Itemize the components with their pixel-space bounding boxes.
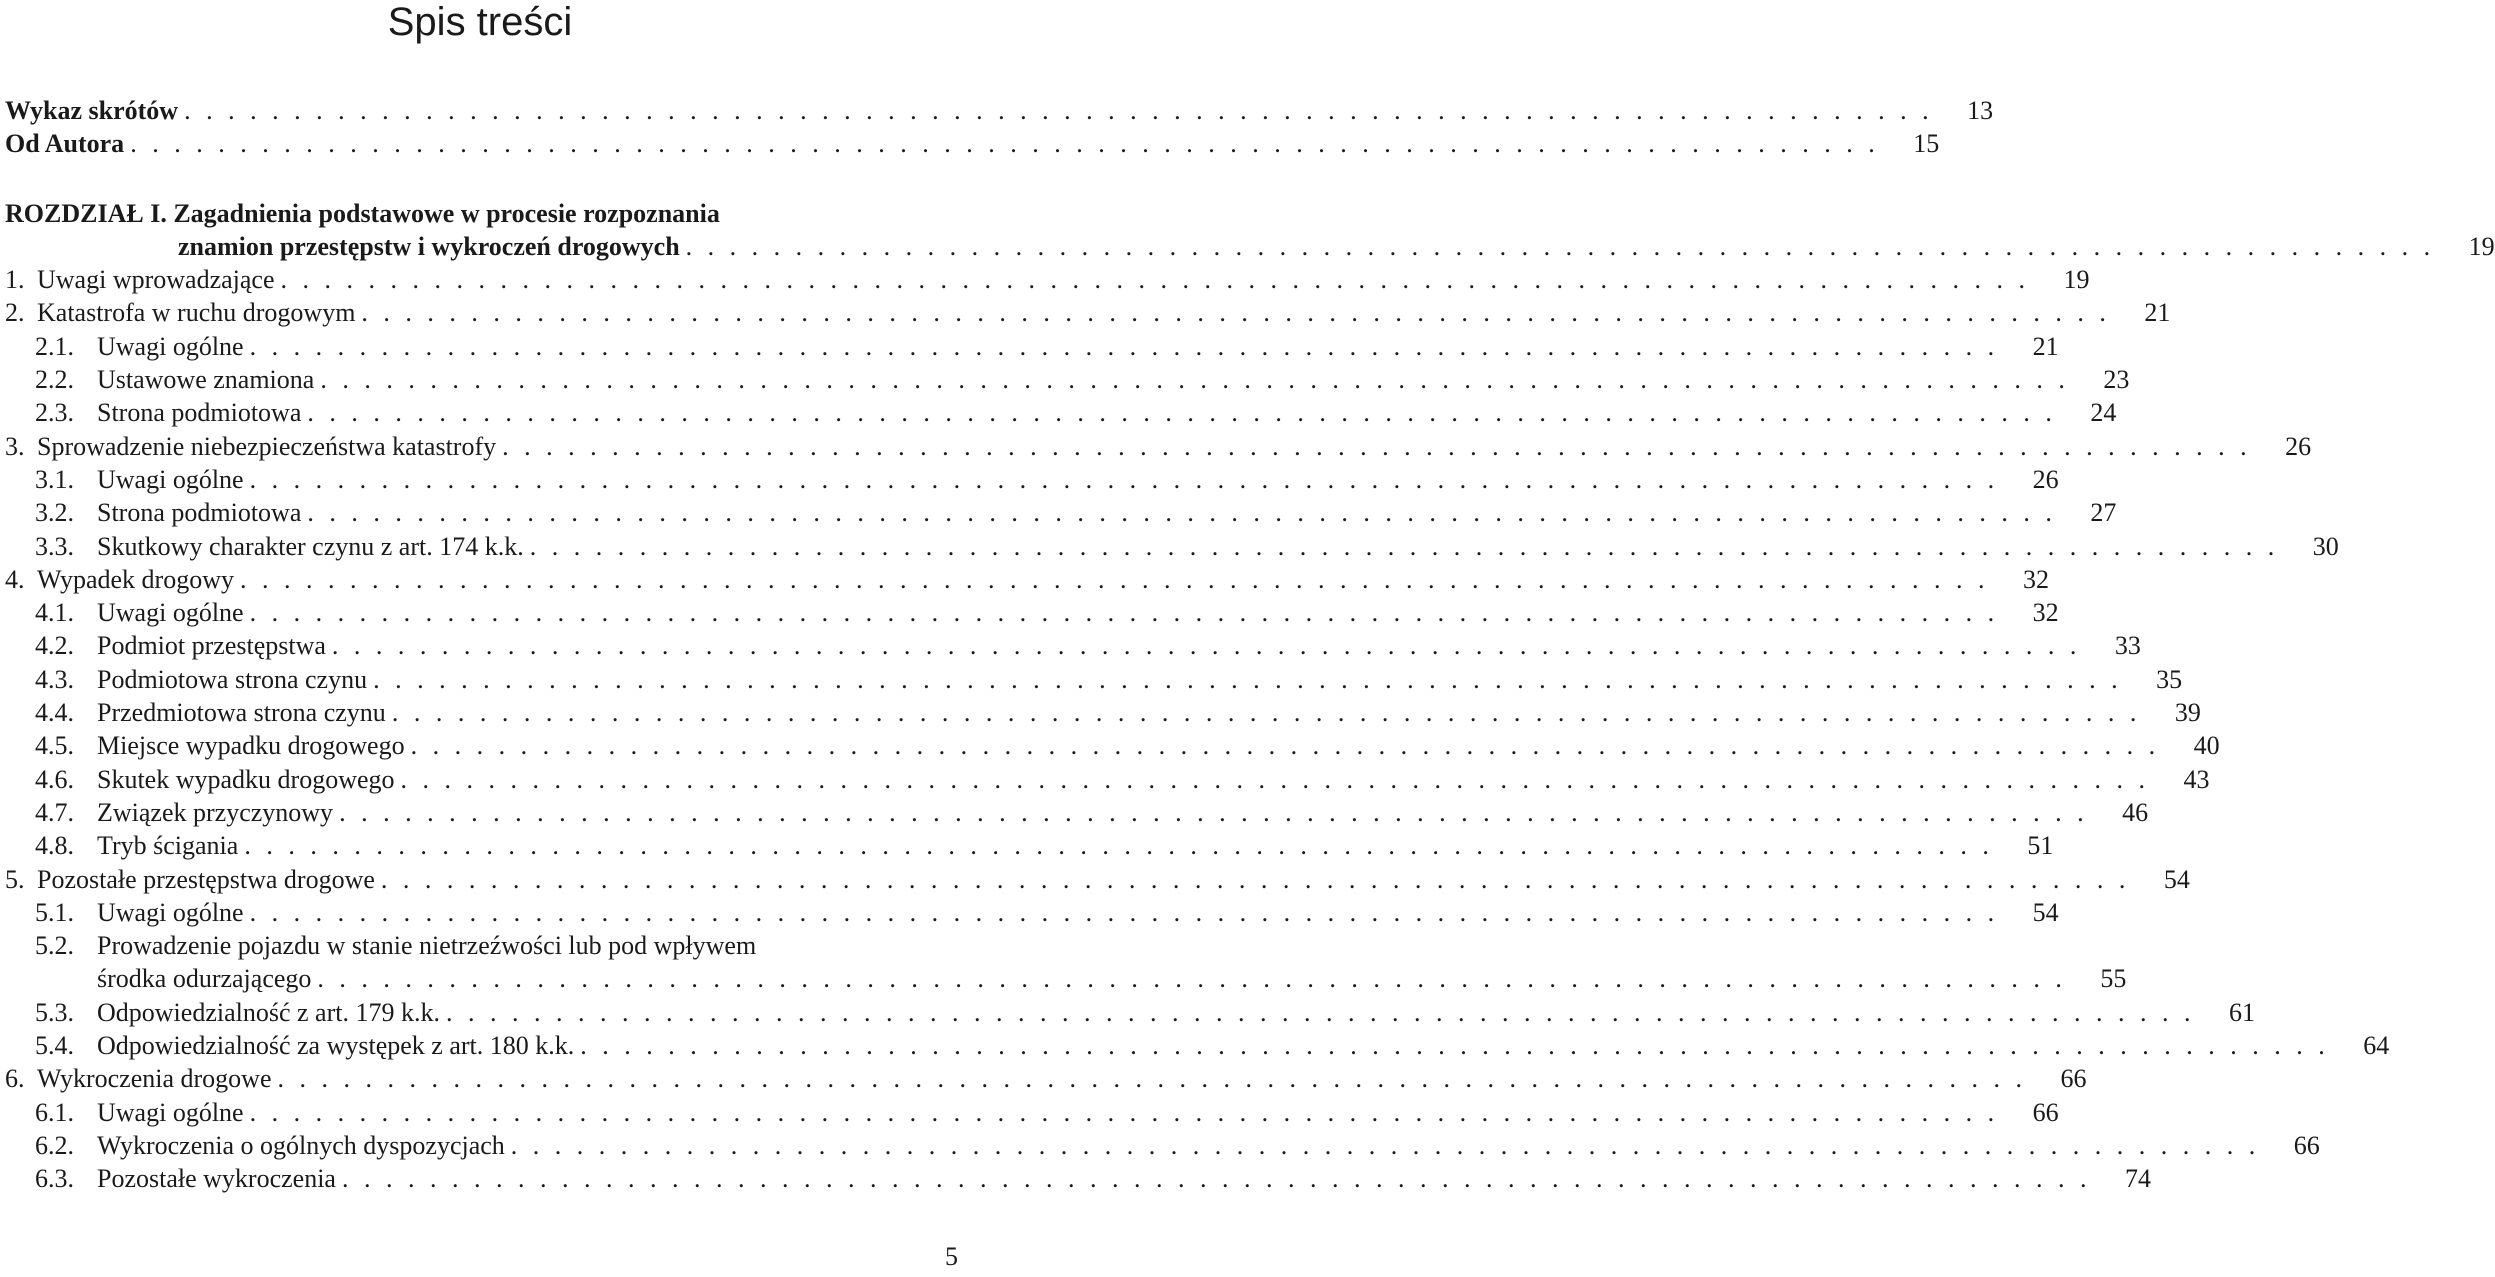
toc-entry-title-continued: znamion przestępstw i wykroczeń drogowych [178, 231, 680, 261]
toc-entry-title: Związek przyczynowy [97, 797, 334, 827]
toc-entry-page: 27 [2090, 498, 2117, 528]
toc-entry-title: Katastrofa w ruchu drogowym [37, 298, 356, 328]
toc-entry-page: 32 [2023, 564, 2049, 594]
toc-entry-number: 4.6. [35, 764, 74, 794]
toc-entry[interactable] [5, 296, 2171, 329]
toc-entry-number: 3.1. [35, 464, 74, 494]
toc-entry[interactable] [5, 197, 2495, 264]
toc-entry[interactable] [5, 363, 2130, 396]
toc-entry[interactable] [5, 829, 2054, 862]
toc-entry-number: 3. [5, 431, 25, 461]
dot-leader: . . . . . . . . . . . . . . . . . . . . . . . . . . . . . . . . . . . . . . . . . . . . . . . . . . . . . . . . . . . . . . . . . . . . . . . . . . . . . . . . [320, 365, 2070, 395]
toc-entry-title: Przedmiotowa strona czynu [97, 698, 386, 728]
toc-entry-title: Wykaz skrótów [5, 96, 179, 125]
toc-entry-title: Uwagi ogólne [97, 1097, 244, 1127]
toc-entry[interactable] [5, 1162, 2151, 1195]
dot-leader: . . . . . . . . . . . . . . . . . . . . . . . . . . . . . . . . . . . . . . . . . . . . . . . . . . . . . . . . . . . . . . . . . . . . . . . . . . . . . . . . [249, 897, 1999, 927]
toc-entry-number: 4. [5, 564, 25, 594]
toc-entry-title: Sprowadzenie niebezpieczeństwa katastrofy [37, 431, 497, 461]
toc-entry[interactable] [5, 530, 2339, 563]
toc-entry[interactable] [5, 596, 2059, 629]
toc-entry-page: 46 [2122, 797, 2149, 827]
dot-leader: . . . . . . . . . . . . . . . . . . . . . . . . . . . . . . . . . . . . . . . . . . . . . . . . . . . . . . . . . . . . . . . . . . . . . . . . . . . . . . . . [184, 96, 1934, 125]
toc-entry-number: 5.1. [35, 897, 74, 927]
toc-entry-number: 6.1. [35, 1097, 74, 1127]
toc-entry-number: 2. [5, 298, 25, 328]
toc-entry[interactable] [5, 263, 2090, 296]
toc-entry-number: 4.8. [35, 831, 74, 861]
dot-leader: . . . . . . . . . . . . . . . . . . . . . . . . . . . . . . . . . . . . . . . . . . . . . . . . . . . . . . . . . . . . . . . . . . . . . . . . . . . . . . . . [373, 664, 2123, 694]
toc-entry-page: 24 [2090, 398, 2117, 428]
toc-entry[interactable] [5, 996, 2255, 1029]
toc-entry-page: 26 [2285, 431, 2312, 461]
toc-entry-title: Skutek wypadku drogowego [97, 764, 395, 794]
toc-entry[interactable] [5, 563, 2049, 596]
dot-leader: . . . . . . . . . . . . . . . . . . . . . . . . . . . . . . . . . . . . . . . . . . . . . . . . . . . . . . . . . . . . . . . . . . . . . . . . . . . . . . . . [249, 331, 1999, 361]
dot-leader: . . . . . . . . . . . . . . . . . . . . . . . . . . . . . . . . . . . . . . . . . . . . . . . . . . . . . . . . . . . . . . . . . . . . . . . . . . . . . . . . [307, 498, 2057, 528]
toc-entry-number: 4.1. [35, 598, 74, 628]
dot-leader: . . . . . . . . . . . . . . . . . . . . . . . . . . . . . . . . . . . . . . . . . . . . . . . . . . . . . . . . . . . . . . . . . . . . . . . . . . . . . . . . [502, 431, 2252, 461]
dot-leader: . . . . . . . . . . . . . . . . . . . . . . . . . . . . . . . . . . . . . . . . . . . . . . . . . . . . . . . . . . . . . . . . . . . . . . . . . . . . . . . . [240, 564, 1989, 594]
toc-entry-title: Wykroczenia drogowe [37, 1064, 272, 1094]
toc-entry-page: 64 [2363, 1031, 2390, 1061]
toc-entry-title: Ustawowe znamiona [97, 365, 315, 395]
dot-leader: . . . . . . . . . . . . . . . . . . . . . . . . . . . . . . . . . . . . . . . . . . . . . . . . . . . . . . . . . . . . . . . . . . . . . . . . . . . . . . . . [331, 631, 2081, 661]
toc-entry-number: 4.2. [35, 631, 74, 661]
dot-leader: . . . . . . . . . . . . . . . . . . . . . . . . . . . . . . . . . . . . . . . . . . . . . . . . . . . . . . . . . . . . . . . . . . . . . . . . . . . . . . . . [249, 464, 1999, 494]
toc-entry-title: Odpowiedzialność za występek z art. 180 k.k. [97, 1031, 575, 1061]
dot-leader: . . . . . . . . . . . . . . . . . . . . . . . . . . . . . . . . . . . . . . . . . . . . . . . . . . . . . . . . . . . . . . . . . . . . . . . . . . . . . . . . [380, 864, 2130, 894]
toc-entry-page: 66 [2060, 1064, 2087, 1094]
toc-entry-number: 1. [5, 265, 25, 295]
toc-entry-page: 19 [2063, 265, 2090, 295]
toc-entry-title: ROZDZIAŁ I. Zagadnienia podstawowe w procesie rozpoznania [5, 198, 720, 228]
toc-entry-number: 5. [5, 864, 25, 894]
toc-entry-title: Prowadzenie pojazdu w stanie nietrzeźwości lub pod wpływem [97, 931, 757, 961]
toc-entry-page: 26 [2032, 464, 2059, 494]
toc-entry-title: Uwagi ogólne [97, 598, 244, 628]
toc-entry-page: 32 [2032, 598, 2059, 628]
toc-entry-title: Pozostałe wykroczenia [97, 1164, 336, 1194]
toc-entry-number: 5.4. [35, 1031, 74, 1061]
toc-entry-page: 66 [2032, 1097, 2059, 1127]
dot-leader: . . . . . . . . . . . . . . . . . . . . . . . . . . . . . . . . . . . . . . . . . . . . . . . . . . . . . . . . . . . . . . . . . . . . . . . . . . . . . . . . [529, 531, 2279, 561]
dot-leader: . . . . . . . . . . . . . . . . . . . . . . . . . . . . . . . . . . . . . . . . . . . . . . . . . . . . . . . . . . . . . . . . . . . . . . . . . . . . . . . . [280, 265, 2030, 295]
toc-entry-number: 2.1. [35, 331, 74, 361]
toc-entry[interactable] [5, 729, 2220, 762]
dot-leader: . . . . . . . . . . . . . . . . . . . . . . . . . . . . . . . . . . . . . . . . . . . . . . . . . . . . . . . . . . . . . . . . . . . . . . . . . . . . . . . . [510, 1130, 2260, 1160]
toc-entry-number: 3.2. [35, 498, 74, 528]
toc-entry-page: 54 [2163, 864, 2190, 894]
toc-entry-title: Uwagi ogólne [97, 897, 244, 927]
toc-entry-page: 13 [1967, 96, 1994, 125]
toc-entry[interactable] [5, 396, 2117, 429]
dot-leader: . . . . . . . . . . . . . . . . . . . . . . . . . . . . . . . . . . . . . . . . . . . . . . . . . . . . . . . . . . . . . . . . . . . . . . . . . . . . . . . . [244, 831, 1994, 861]
toc-entry-title: Strona podmiotowa [97, 398, 302, 428]
dot-leader: . . . . . . . . . . . . . . . . . . . . . . . . . . . . . . . . . . . . . . . . . . . . . . . . . . . . . . . . . . . . . . . . . . . . . . . . . . . . . . . . [580, 1031, 2330, 1061]
toc-entry[interactable] [5, 430, 2312, 463]
toc-entry-number: 4.3. [35, 664, 74, 694]
toc-entry-title: Wypadek drogowy [37, 564, 234, 594]
toc-entry-title: Pozostałe przestępstwa drogowe [37, 864, 375, 894]
toc-entry-page: 33 [2114, 631, 2141, 661]
dot-leader: . . . . . . . . . . . . . . . . . . . . . . . . . . . . . . . . . . . . . . . . . . . . . . . . . . . . . . . . . . . . . . . . . . . . . . . . . . . . . . . . [445, 997, 2195, 1027]
toc-entry-title: Uwagi ogólne [97, 331, 244, 361]
toc-entry[interactable] [5, 1029, 2390, 1062]
dot-leader: . . . . . . . . . . . . . . . . . . . . . . . . . . . . . . . . . . . . . . . . . . . . . . . . . . . . . . . . . . . . . . . . . . . . . . . . . . . . . . . . [339, 797, 2089, 827]
toc-entry-title: Strona podmiotowa [97, 498, 302, 528]
toc-entry-title: Podmiot przestępstwa [97, 631, 326, 661]
toc-entry-title: Miejsce wypadku drogowego [97, 731, 405, 761]
dot-leader: . . . . . . . . . . . . . . . . . . . . . . . . . . . . . . . . . . . . . . . . . . . . . . . . . . . . . . . . . . . . . . . . . . . . . . . . . . . . . . . . [277, 1064, 2027, 1094]
toc-entry[interactable] [5, 1062, 2087, 1095]
page-title: Spis treści [387, 0, 573, 44]
toc-entry-page: 19 [2468, 231, 2495, 261]
toc-entry[interactable] [5, 663, 2183, 696]
dot-leader: . . . . . . . . . . . . . . . . . . . . . . . . . . . . . . . . . . . . . . . . . . . . . . . . . . . . . . . . . . . . . . . . . . . . . . . . . . . . . . . . [400, 764, 2150, 794]
toc-entry-title: Odpowiedzialność z art. 179 k.k. [97, 997, 440, 1027]
toc-entry[interactable] [5, 1129, 2320, 1162]
toc-entry[interactable] [5, 629, 2141, 662]
dot-leader: . . . . . . . . . . . . . . . . . . . . . . . . . . . . . . . . . . . . . . . . . . . . . . . . . . . . . . . . . . . . . . . . . . . . . . . . . . . . . . . . [410, 731, 2160, 761]
toc-entry-number: 6.3. [35, 1164, 74, 1194]
toc-entry-number: 6. [5, 1064, 25, 1094]
toc-entry-page: 66 [2293, 1130, 2320, 1160]
toc-entry[interactable] [5, 94, 1994, 127]
toc-entry-page: 61 [2228, 997, 2255, 1027]
toc-entry[interactable] [5, 127, 1940, 160]
dot-leader: . . . . . . . . . . . . . . . . . . . . . . . . . . . . . . . . . . . . . . . . . . . . . . . . . . . . . . . . . . . . . . . . . . . . . . . . . . . . . . . . [685, 231, 2435, 261]
toc-entry-title: Wykroczenia o ogólnych dyspozycjach [97, 1130, 505, 1160]
dot-leader: . . . . . . . . . . . . . . . . . . . . . . . . . . . . . . . . . . . . . . . . . . . . . . . . . . . . . . . . . . . . . . . . . . . . . . . . . . . . . . . . [317, 964, 2067, 994]
toc-entry-page: 43 [2183, 764, 2210, 794]
toc-entry-page: 39 [2174, 698, 2201, 728]
dot-leader: . . . . . . . . . . . . . . . . . . . . . . . . . . . . . . . . . . . . . . . . . . . . . . . . . . . . . . . . . . . . . . . . . . . . . . . . . . . . . . . . [307, 398, 2057, 428]
toc-entry-number: 3.3. [35, 531, 74, 561]
toc-entry-number: 4.7. [35, 797, 74, 827]
toc-entry[interactable] [5, 463, 2059, 496]
toc-entry-title: Podmiotowa strona czynu [97, 664, 368, 694]
toc-entry-title-continued: środka odurzającego [97, 964, 312, 994]
toc-entry-number: 4.4. [35, 698, 74, 728]
toc-entry[interactable] [5, 896, 2059, 929]
page-number: 5 [945, 1242, 958, 1271]
toc-entry-page: 55 [2100, 964, 2127, 994]
toc-entry-number: 5.3. [35, 997, 74, 1027]
toc-entry-number: 2.2. [35, 365, 74, 395]
toc-entry-page: 21 [2144, 298, 2171, 328]
dot-leader: . . . . . . . . . . . . . . . . . . . . . . . . . . . . . . . . . . . . . . . . . . . . . . . . . . . . . . . . . . . . . . . . . . . . . . . . . . . . . . . . [249, 598, 1999, 628]
toc-entry-number: 6.2. [35, 1130, 74, 1160]
toc-entry[interactable] [5, 763, 2210, 796]
toc-entry[interactable] [5, 1096, 2059, 1129]
dot-leader: . . . . . . . . . . . . . . . . . . . . . . . . . . . . . . . . . . . . . . . . . . . . . . . . . . . . . . . . . . . . . . . . . . . . . . . . . . . . . . . . [341, 1164, 2091, 1194]
dot-leader: . . . . . . . . . . . . . . . . . . . . . . . . . . . . . . . . . . . . . . . . . . . . . . . . . . . . . . . . . . . . . . . . . . . . . . . . . . . . . . . . [391, 698, 2141, 728]
toc-entry-page: 54 [2032, 897, 2059, 927]
toc-entry[interactable] [5, 330, 2059, 363]
toc-entry-page: 51 [2027, 831, 2054, 861]
toc-entry-title: Uwagi wprowadzające [37, 265, 275, 295]
table-of-contents [5, 94, 2495, 1196]
toc-entry[interactable] [5, 929, 2127, 996]
toc-entry[interactable] [5, 496, 2117, 529]
toc-entry-page: 23 [2103, 365, 2130, 395]
dot-leader: . . . . . . . . . . . . . . . . . . . . . . . . . . . . . . . . . . . . . . . . . . . . . . . . . . . . . . . . . . . . . . . . . . . . . . . . . . . . . . . . [361, 298, 2111, 328]
toc-entry-number: 5.2. [35, 931, 74, 961]
toc-entry[interactable] [5, 863, 2190, 896]
toc-entry-number: 4.5. [35, 731, 74, 761]
toc-entry-page: 30 [2312, 531, 2339, 561]
toc-entry-title: Skutkowy charakter czynu z art. 174 k.k. [97, 531, 524, 561]
toc-entry-page: 21 [2032, 331, 2059, 361]
toc-entry-title: Tryb ścigania [97, 831, 239, 861]
dot-leader: . . . . . . . . . . . . . . . . . . . . . . . . . . . . . . . . . . . . . . . . . . . . . . . . . . . . . . . . . . . . . . . . . . . . . . . . . . . . . . . . [130, 129, 1880, 159]
toc-entry-page: 40 [2193, 731, 2220, 761]
dot-leader: . . . . . . . . . . . . . . . . . . . . . . . . . . . . . . . . . . . . . . . . . . . . . . . . . . . . . . . . . . . . . . . . . . . . . . . . . . . . . . . . [249, 1097, 1999, 1127]
toc-entry[interactable] [5, 696, 2201, 729]
toc-entry-page: 35 [2156, 664, 2183, 694]
toc-entry-page: 15 [1913, 129, 1940, 159]
toc-entry-title: Od Autora [5, 129, 125, 159]
toc-entry[interactable] [5, 796, 2149, 829]
toc-entry-number: 2.3. [35, 398, 74, 428]
toc-entry-page: 74 [2124, 1164, 2151, 1194]
toc-entry-title: Uwagi ogólne [97, 464, 244, 494]
